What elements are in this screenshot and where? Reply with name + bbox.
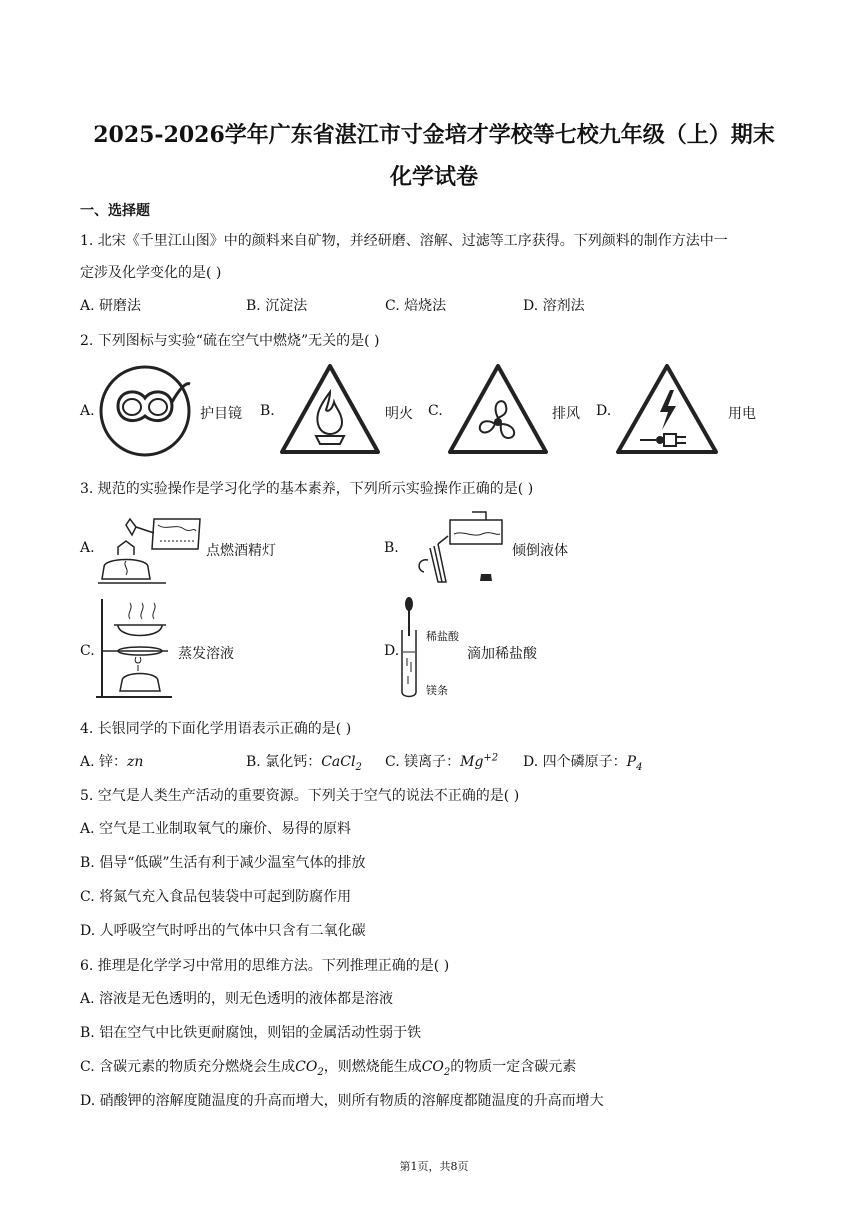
open-flame-warning-icon	[278, 362, 382, 458]
q6-option-b: B. 铝在空气中比铁更耐腐蚀，则铝的金属活动性弱于铁	[80, 1025, 422, 1041]
q4-option-d-prefix: D. 四个磷原子：	[523, 754, 627, 770]
q5-stem: 5. 空气是人类生产活动的重要资源。下列关于空气的说法不正确的是( )	[80, 788, 520, 804]
q6-option-a: A. 溶液是无色透明的，则无色透明的液体都是溶液	[80, 991, 394, 1007]
q1-stem-line2: 定涉及化学变化的是( )	[80, 265, 222, 281]
q3-option-d-letter: D.	[384, 643, 400, 659]
bottle-stopper-icon	[478, 572, 494, 582]
q4-option-a-prefix: A. 锌：	[80, 754, 128, 770]
q2-option-c-text: 排风	[552, 406, 580, 422]
q1-option-b: B. 沉淀法	[246, 298, 308, 314]
q4-option-c-prefix: C. 镁离子：	[385, 754, 461, 770]
magnesium-strip-label: 镁条	[426, 684, 448, 697]
q2-option-c-letter: C.	[428, 403, 443, 419]
co2-subscript: 2	[443, 1066, 451, 1078]
q4-option-d-subscript: 4	[636, 761, 643, 773]
q4-option-c-formula: Mg	[460, 754, 484, 770]
q3-option-b-letter: B.	[384, 540, 399, 556]
q2-option-d-text: 用电	[728, 406, 756, 422]
q3-stem: 3. 规范的实验操作是学习化学的基本素养，下列所示实验操作正确的是( )	[80, 481, 534, 497]
alcohol-lamp-lighting-figure	[96, 505, 206, 587]
q3-option-a-letter: A.	[80, 540, 95, 556]
q5-option-d: D. 人呼吸空气时呼出的气体中只含有二氧化碳	[80, 923, 366, 939]
q4-option-b-subscript: 2	[355, 761, 362, 773]
q6-stem: 6. 推理是化学学习中常用的思维方法。下列推理正确的是( )	[80, 958, 450, 974]
co2-formula: CO	[421, 1059, 444, 1075]
q4-option-c	[385, 751, 498, 771]
q6-option-d: D. 硝酸钾的溶解度随温度的升高而增大，则所有物质的溶解度都随温度的升高而增大	[80, 1093, 604, 1109]
electricity-hazard-icon	[614, 362, 720, 458]
q1-option-c: C. 焙烧法	[385, 298, 447, 314]
goggles-icon	[98, 362, 194, 458]
page-footer: 第1页，共8页	[399, 1160, 469, 1173]
q6-option-c-part3: 的物质一定含碳元素	[450, 1059, 577, 1075]
q4-option-d-formula: P	[626, 754, 637, 770]
q1-stem-line1: 1. 北宋《千里江山图》中的颜料来自矿物，并经研磨、溶解、过滤等工序获得。下列颜料的制作方法中一	[80, 233, 728, 249]
q4-option-a-formula: zn	[127, 754, 144, 770]
q6-option-c-part1: C. 含碳元素的物质充分燃烧会生成	[80, 1059, 296, 1075]
q1-option-a: A. 研磨法	[80, 298, 142, 314]
q2-option-b-letter: B.	[260, 403, 275, 419]
q3-option-a-text: 点燃酒精灯	[206, 543, 276, 559]
section-heading: 一、选择题	[80, 203, 150, 219]
q6-option-c-part2: ，则燃烧能生成	[323, 1059, 422, 1075]
dropper-test-tube-figure	[400, 596, 420, 700]
q2-stem: 2. 下列图标与实验“硫在空气中燃烧”无关的是( )	[80, 333, 380, 349]
q4-option-b-formula: CaCl	[321, 754, 356, 770]
q5-option-b: B. 倡导“低碳”生活有利于减少温室气体的排放	[80, 855, 366, 871]
q2-option-a-text: 护目镜	[200, 406, 242, 422]
q4-stem: 4. 长银同学的下面化学用语表示正确的是( )	[80, 721, 352, 737]
dilute-hcl-label: 稀盐酸	[426, 630, 459, 643]
q2-option-b-text: 明火	[385, 406, 413, 422]
q3-option-c-text: 蒸发溶液	[178, 646, 234, 662]
q3-option-c-letter: C.	[80, 643, 95, 659]
q2-option-d-letter: D.	[596, 403, 612, 419]
exam-title-line1: 2025-2026学年广东省湛江市寸金培才学校等七校九年级（上）期末	[93, 122, 775, 148]
q4-option-a	[80, 751, 143, 771]
exhaust-fan-icon	[446, 362, 550, 458]
evaporation-setup-figure	[96, 595, 176, 701]
q6-option-c	[80, 1056, 576, 1078]
q5-option-a: A. 空气是工业制取氧气的廉价、易得的原料	[80, 821, 352, 837]
q1-option-d: D. 溶剂法	[523, 298, 585, 314]
q5-option-c: C. 将氮气充入食品包装袋中可起到防腐作用	[80, 889, 352, 905]
co2-formula: CO	[295, 1059, 318, 1075]
q4-option-b	[246, 751, 362, 773]
q3-option-b-text: 倾倒液体	[512, 543, 568, 559]
co2-subscript: 2	[317, 1066, 324, 1078]
q2-option-a-letter: A.	[80, 403, 95, 419]
q4-option-c-superscript: +2	[483, 752, 499, 764]
q4-option-b-prefix: B. 氯化钙：	[246, 754, 322, 770]
exam-title-line2: 化学试卷	[389, 164, 478, 190]
q4-option-d	[523, 751, 642, 773]
q3-option-d-text: 滴加稀盐酸	[467, 646, 537, 662]
